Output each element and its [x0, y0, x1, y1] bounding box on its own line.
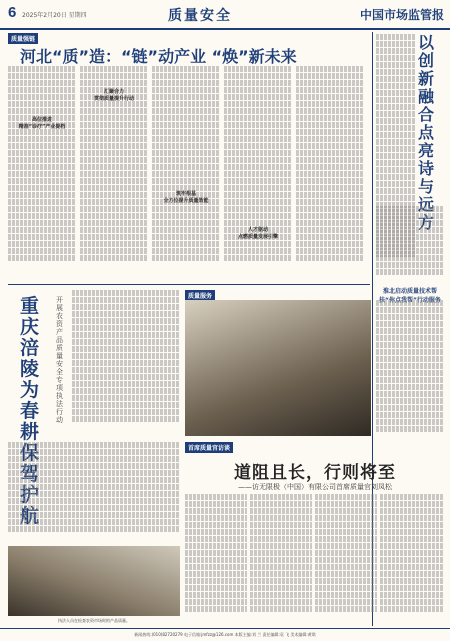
- article2-photo: [8, 546, 180, 616]
- article2-body-2: [8, 442, 180, 542]
- article2-subtitle: 开展农资产品质量安全专项执法行动: [56, 296, 63, 424]
- article4-body-bottom: [376, 206, 444, 284]
- article1-subhead-2: 汇聚合力 贯彻质量提升行动: [93, 89, 134, 102]
- article1-body-col4: [224, 66, 292, 282]
- article1-body-col3: [152, 66, 220, 282]
- article2-photo-caption: 执法人员在检查农资市场时的产品质量。: [58, 618, 130, 623]
- article1-body-col5: [296, 66, 364, 282]
- article1-subhead-3: 筑牢根基 全方位提升质量效能: [163, 191, 209, 204]
- article4-subhead: 淮北启动质量技术帮扶“你点我帮”行动服务: [379, 288, 441, 304]
- article5-body-col2: [250, 494, 312, 624]
- article1-subhead-1: 高位推进 精准“诊疗”产业提档: [18, 117, 66, 130]
- article3-photo: [185, 300, 371, 436]
- section-title: 质量安全: [168, 8, 232, 24]
- issue-date: 2025年2月20日 星期四: [22, 12, 87, 19]
- newspaper-brand: 中国市场监管报: [359, 8, 444, 22]
- article1-tag: 质量强链: [8, 33, 38, 44]
- article4-body-2: [376, 300, 444, 450]
- article2-title: 重庆涪陵为春耕保驾护航: [20, 295, 40, 527]
- article5-headline: 道阻且长，行则将至: [234, 463, 396, 483]
- article5-body-col3: [315, 494, 377, 624]
- divider: [8, 284, 370, 285]
- article3-tag: 质量服务: [185, 290, 215, 301]
- article1-subhead-4: 人才驱动 点燃质量发展引擎: [237, 227, 278, 240]
- article4-title: 以创新融合点亮诗与远方: [418, 33, 435, 232]
- article5-tag: 首席质量官访谈: [185, 442, 233, 453]
- page-number: 6: [8, 4, 17, 21]
- article2-body: [72, 290, 180, 440]
- article1-body-col1: [8, 66, 76, 282]
- article5-subtitle: ——访无限极（中国）有限公司首席质量官刘凤松: [238, 483, 392, 491]
- article1-headline: 河北“质”造：“链”动产业 “焕”新未来: [20, 47, 297, 66]
- page-footer: 新闻热线:(010)82720279 电子信箱:jmfzz@126.com 本版主编:刘 兰 责任编辑:袁 飞 美术编辑:黄琪: [0, 628, 450, 641]
- article5-body-col1: [185, 494, 247, 624]
- article5-body-col4: [380, 494, 444, 624]
